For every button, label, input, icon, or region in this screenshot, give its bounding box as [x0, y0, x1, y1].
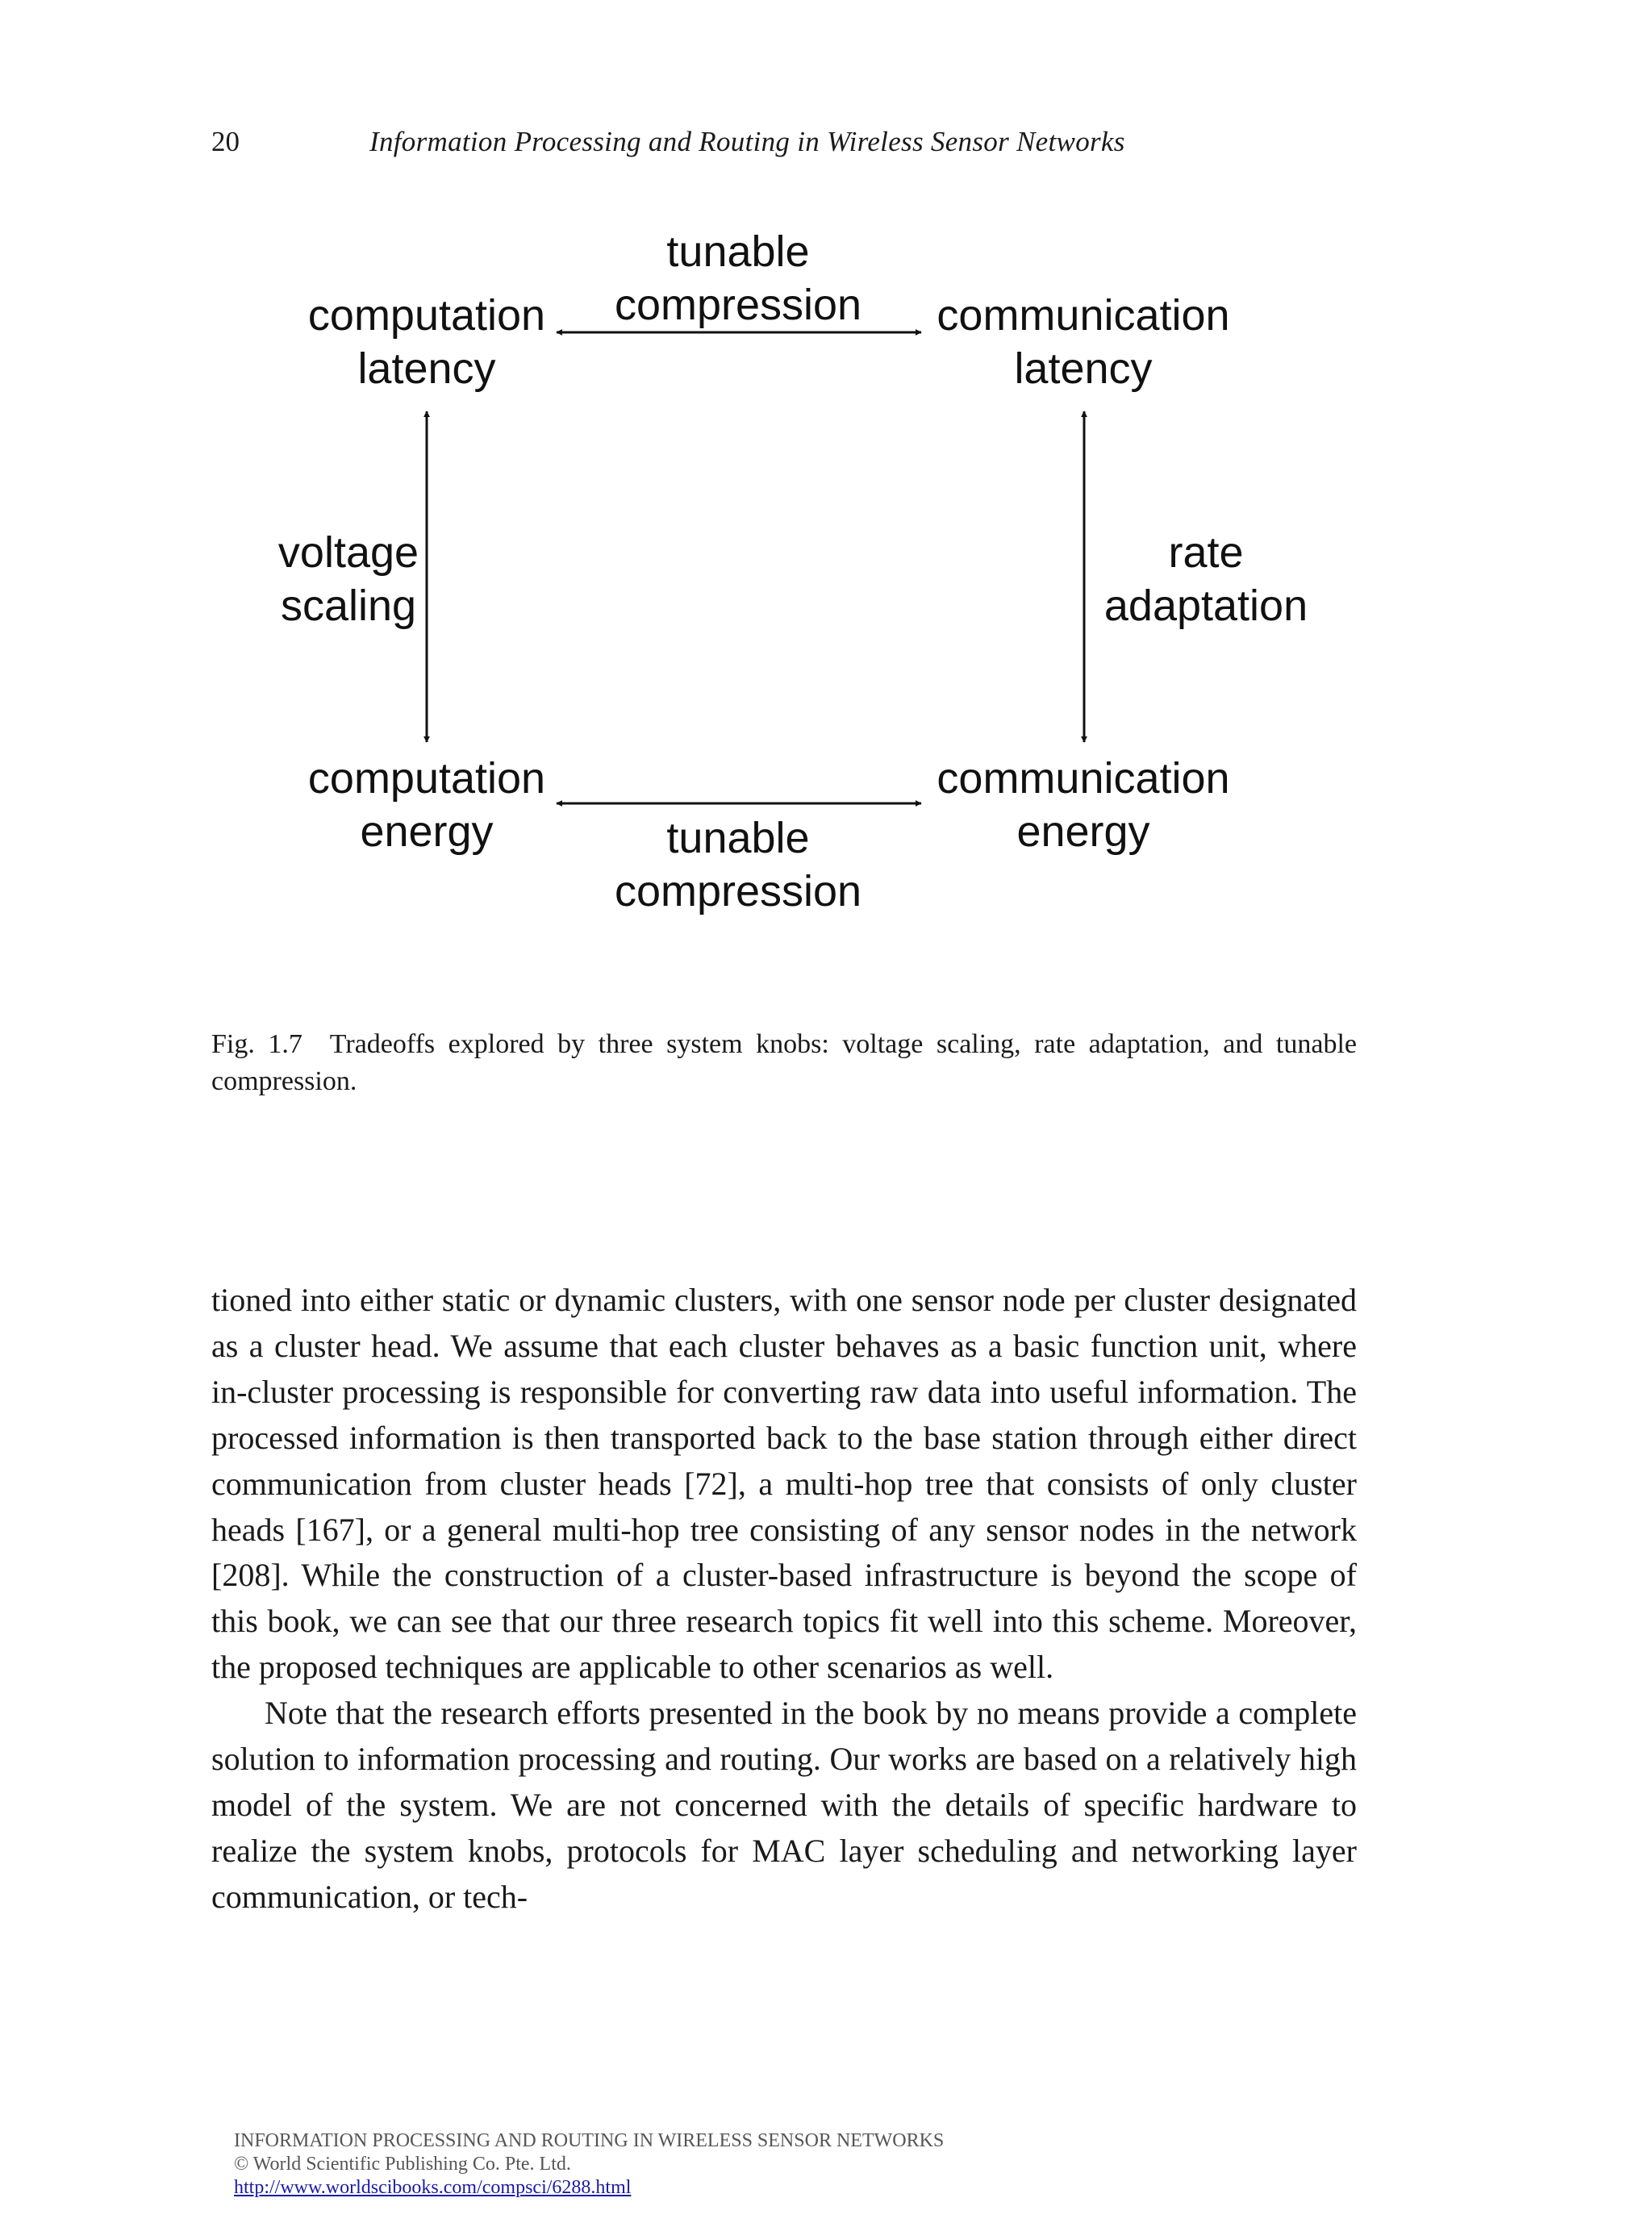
edge-label-left: voltage scaling [277, 528, 419, 630]
caption-text: Tradeoffs explored by three system knobs: voltage scaling, rate adaptation, and tunable compression. [211, 1029, 1357, 1096]
node-communication-energy: communication energy [937, 754, 1230, 856]
footer-copyright: © World Scientific Publishing Co. Pte. Ltd. [234, 2154, 571, 2175]
edge-label-right: rate adaptation [1103, 528, 1308, 630]
edge-label-bottom: tunable compression [614, 814, 862, 915]
figure-caption [211, 1026, 1357, 1100]
paragraph: tioned into either static or dynamic clusters, with one sensor node per cluster designated as a cluster head. We assume that each cluster behaves as a basic function unit, where in-cluster processing is responsible for converting raw data into useful information. The processed information is then transported back to the base station through either direct communication from cluster heads [72], a multi-hop tree that consists of only cluster heads [167], or a general multi-hop tree consisting of any sensor nodes in the network [208]. While the construction of a cluster-based infrastructure is beyond the scope of this book, we can see that our three research topics fit well into this scheme. Moreover, the proposed techniques are applicable to other scenarios as well. [211, 1282, 1357, 1686]
footer-book-title: INFORMATION PROCESSING AND ROUTING IN WIRELESS SENSOR NETWORKS [234, 2130, 945, 2151]
body-text [211, 1278, 1357, 1921]
running-title: Information Processing and Routing in Wireless Sensor Networks [369, 126, 1125, 157]
node-computation-latency: computation latency [307, 291, 546, 393]
diagram-arrows [0, 0, 1652, 952]
footer [234, 2129, 944, 2200]
page-number: 20 [211, 126, 240, 157]
tradeoff-diagram [0, 0, 1652, 952]
footer-link[interactable]: http://www.worldscibooks.com/compsci/6288.html [234, 2177, 632, 2198]
node-communication-latency: communication latency [937, 291, 1230, 393]
paragraph: Note that the research efforts presented in the book by no means provide a complete solution to information processing and routing. Our works are based on a relatively high model of the system. We are not concerned with the details of specific hardware to realize the system knobs, protocols for MAC layer scheduling and networking layer communication, or tech- [211, 1695, 1357, 1915]
edge-label-top: tunable compression [614, 227, 862, 329]
node-computation-energy: computation energy [307, 754, 546, 856]
caption-number: Fig. 1.7 [211, 1029, 302, 1059]
